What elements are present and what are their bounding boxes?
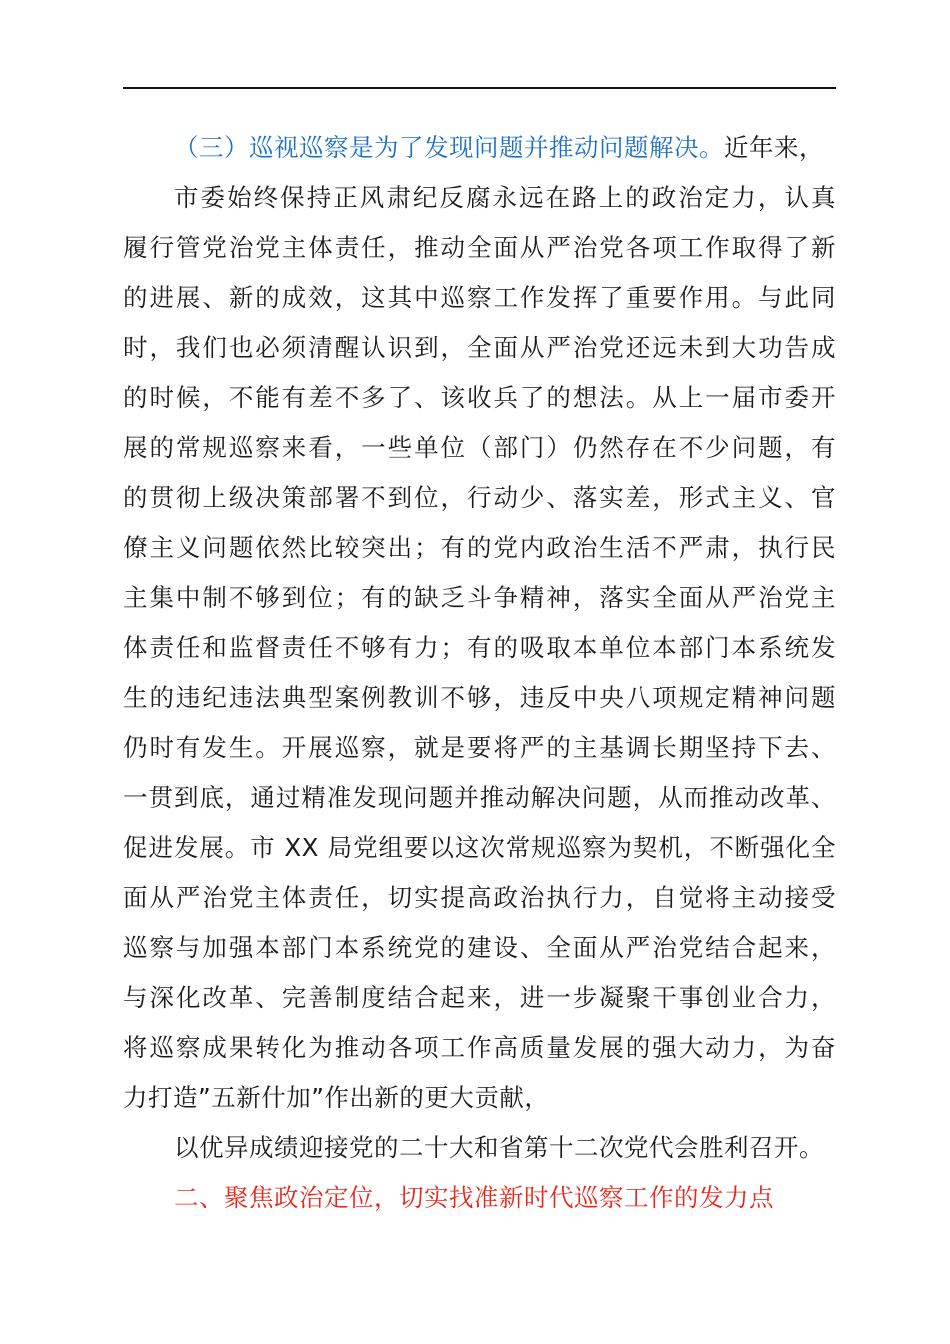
paragraph-line: 体责任和监督责任不够有力；有的吸取本单位本部门本系统发 [123, 633, 836, 662]
paragraph-line: 巡察与加强本部门本系统党的建设、全面从严治党结合起来， [123, 933, 836, 962]
paragraph-line: 展的常规巡察来看，一些单位（部门）仍然存在不少问题，有 [123, 433, 836, 462]
paragraph-line: 与深化改革、完善制度结合起来，进一步凝聚干事创业合力， [123, 983, 836, 1012]
paragraph-line: 仍时有发生。开展巡察，就是要将严的主基调长期坚持下去、 [123, 733, 836, 762]
paragraph-line: 履行管党治党主体责任，推动全面从严治党各项工作取得了新 [123, 233, 836, 262]
paragraph-line: 力打造”五新什加”作出新的更大贡献， [123, 1083, 550, 1112]
paragraph-line: 的时候，不能有差不多了、该收兵了的想法。从上一届市委开 [123, 383, 836, 412]
paragraph-line: 市委始终保持正风肃纪反腐永远在路上的政治定力，认真 [174, 183, 836, 212]
paragraph-line: 僚主义问题依然比较突出；有的党内政治生活不严肃，执行民 [123, 533, 836, 562]
paragraph-line: 促进发展。市 XX 局党组要以这次常规巡察为契机，不断强化全 [123, 833, 836, 862]
red-section-heading: 二、聚焦政治定位，切实找准新时代巡察工作的发力点 [174, 1183, 774, 1212]
section-heading-black-text: 近年来， [724, 133, 824, 162]
paragraph-line: 主集中制不够到位；有的缺乏斗争精神，落实全面从严治党主 [123, 583, 836, 612]
paragraph-line: 将巡察成果转化为推动各项工作高质量发展的强大动力，为奋 [123, 1033, 836, 1062]
paragraph-line: 时，我们也必须清醒认识到，全面从严治党还远未到大功告成 [123, 333, 836, 362]
section-heading-blue-text: （三）巡视巡察是为了发现问题并推动问题解决。 [174, 133, 724, 162]
paragraph-line: 一贯到底，通过精准发现问题并推动解决问题，从而推动改革、 [123, 783, 836, 812]
closing-line: 以优异成绩迎接党的二十大和省第十二次党代会胜利召开。 [174, 1133, 824, 1162]
paragraph-line: 面从严治党主体责任，切实提高政治执行力，自觉将主动接受 [123, 883, 836, 912]
paragraph-line: 的进展、新的成效，这其中巡察工作发挥了重要作用。与此同 [123, 283, 836, 312]
paragraph-line: 生的违纪违法典型案例教训不够，违反中央八项规定精神问题 [123, 683, 836, 712]
header-rule [123, 87, 836, 89]
paragraph-line: 的贯彻上级决策部署不到位，行动少、落实差，形式主义、官 [123, 483, 836, 512]
section-heading [174, 131, 836, 165]
